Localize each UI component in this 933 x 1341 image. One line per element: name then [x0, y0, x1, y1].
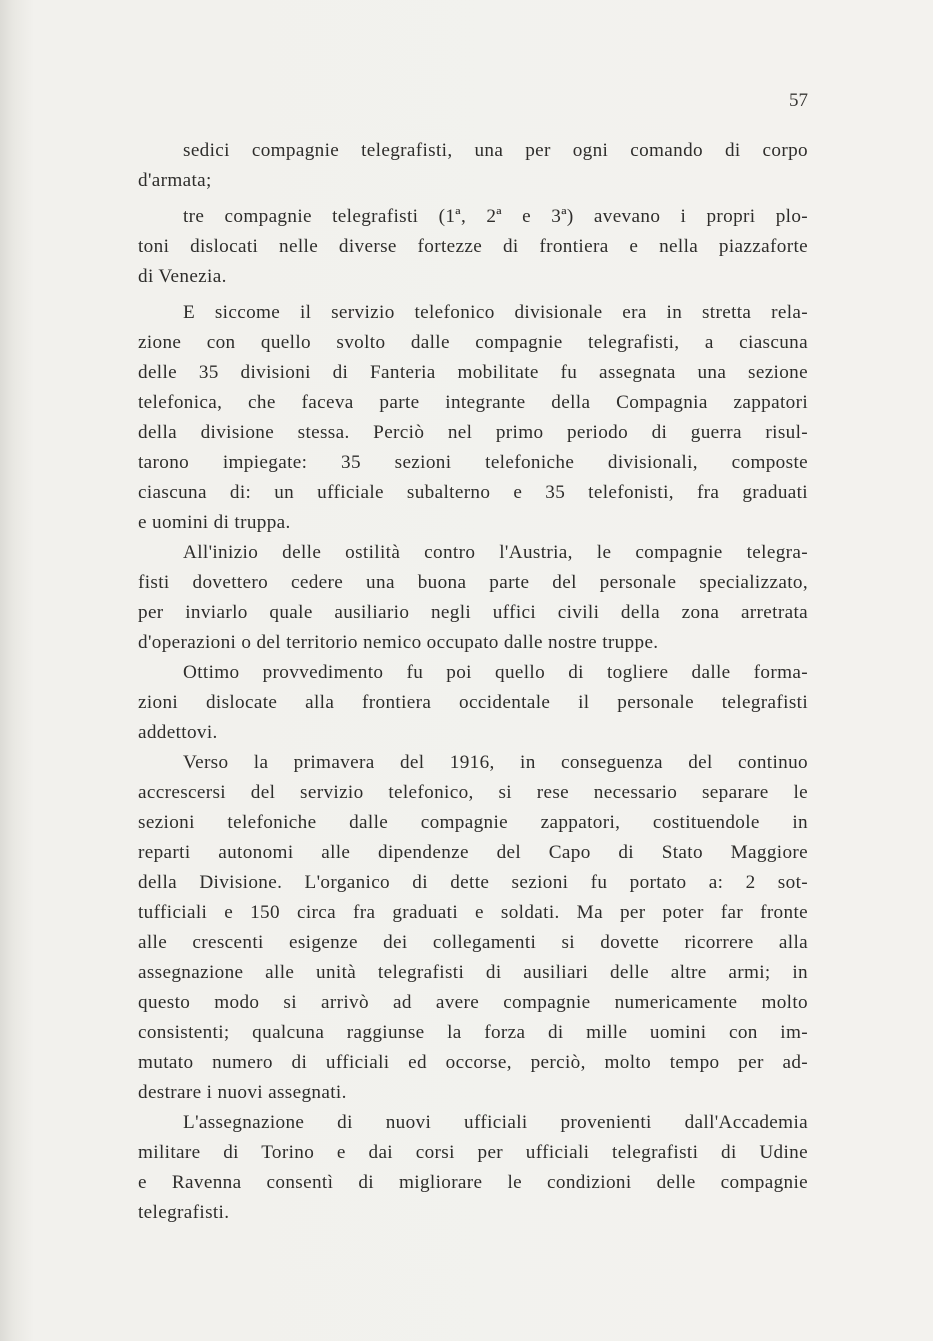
- text-line: tre compagnie telegrafisti (1ª, 2ª e 3ª) avevano i propri plo-: [183, 206, 808, 227]
- text-line: questo modo si arrivò ad avere compagnie numericamente molto: [138, 992, 808, 1013]
- text-line: e Ravenna consentì di migliorare le condizioni delle compagnie: [138, 1172, 808, 1193]
- paragraph-2: [138, 202, 808, 292]
- text-line: per inviarlo quale ausiliario negli uffici civili della zona arretrata: [138, 602, 808, 623]
- text-line: Verso la primavera del 1916, in conseguenza del continuo: [183, 752, 808, 773]
- text-line: accrescersi del servizio telefonico, si rese necessario separare le: [138, 782, 808, 803]
- paragraph-7: [138, 1108, 808, 1228]
- text-line: assegnazione alle unità telegrafisti di ausiliari delle altre armi; in: [138, 962, 808, 983]
- body-text: [138, 136, 808, 1228]
- text-line: fisti dovettero cedere una buona parte del personale specializzato,: [138, 572, 808, 593]
- text-line: alle crescenti esigenze dei collegamenti si dovette ricorrere alla: [138, 932, 808, 953]
- text-line: destrare i nuovi assegnati.: [138, 1082, 347, 1103]
- text-line: mutato numero di ufficiali ed occorse, perciò, molto tempo per ad-: [138, 1052, 808, 1073]
- text-line: L'assegnazione di nuovi ufficiali provenienti dall'Accademia: [183, 1112, 808, 1133]
- text-line: telefonica, che faceva parte integrante della Compagnia zappatori: [138, 392, 808, 413]
- text-line: e uomini di truppa.: [138, 512, 291, 533]
- text-line: sezioni telefoniche dalle compagnie zappatori, costituendole in: [138, 812, 808, 833]
- text-line: addettovi.: [138, 722, 218, 743]
- text-line: consistenti; qualcuna raggiunse la forza di mille uomini con im-: [138, 1022, 808, 1043]
- paragraph-5: [138, 658, 808, 748]
- text-line: d'operazioni o del territorio nemico occupato dalle nostre truppe.: [138, 632, 659, 653]
- text-line: della divisione stessa. Perciò nel primo periodo di guerra risul-: [138, 422, 808, 443]
- text-line: All'inizio delle ostilità contro l'Austria, le compagnie telegra-: [183, 542, 808, 563]
- paragraph-4: [138, 538, 808, 658]
- paragraph-1: [138, 136, 808, 196]
- text-line: toni dislocati nelle diverse fortezze di frontiera e nella piazzaforte: [138, 236, 808, 257]
- text-line: Ottimo provvedimento fu poi quello di togliere dalle forma-: [183, 662, 808, 683]
- text-line: reparti autonomi alle dipendenze del Capo di Stato Maggiore: [138, 842, 808, 863]
- paragraph-3: [138, 298, 808, 538]
- text-line: E siccome il servizio telefonico divisionale era in stretta rela-: [183, 302, 808, 323]
- text-line: telegrafisti.: [138, 1202, 230, 1223]
- text-line: di Venezia.: [138, 266, 227, 287]
- text-line: della Divisione. L'organico di dette sezioni fu portato a: 2 sot-: [138, 872, 808, 893]
- text-line: zione con quello svolto dalle compagnie telegrafisti, a ciascuna: [138, 332, 808, 353]
- page-number: 57: [789, 90, 808, 111]
- text-line: sedici compagnie telegrafisti, una per ogni comando di corpo: [183, 140, 808, 161]
- paragraph-6: [138, 748, 808, 1108]
- text-line: militare di Torino e dai corsi per ufficiali telegrafisti di Udine: [138, 1142, 808, 1163]
- text-line: tufficiali e 150 circa fra graduati e soldati. Ma per poter far fronte: [138, 902, 808, 923]
- text-line: tarono impiegate: 35 sezioni telefoniche divisionali, composte: [138, 452, 808, 473]
- text-line: zioni dislocate alla frontiera occidentale il personale telegrafisti: [138, 692, 808, 713]
- text-line: d'armata;: [138, 170, 212, 191]
- text-line: delle 35 divisioni di Fanteria mobilitate fu assegnata una sezione: [138, 362, 808, 383]
- text-line: ciascuna di: un ufficiale subalterno e 35 telefonisti, fra graduati: [138, 482, 808, 503]
